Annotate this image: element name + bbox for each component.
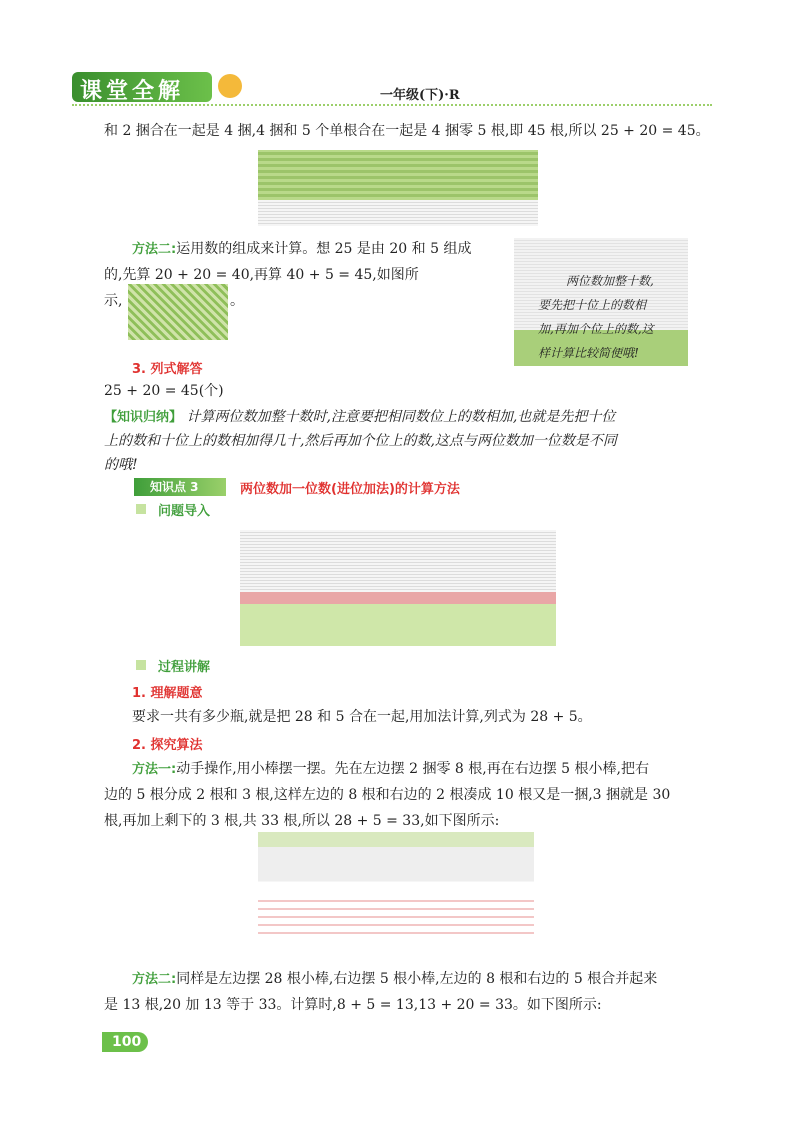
process-heading: 过程讲解 [158,660,211,675]
summary-text1: 计算两位数加整十数时,注意要把相同数位上的数相加,也就是先把十位 [186,409,616,425]
figure-bundles-1-bottom [258,200,538,226]
brand-title: 课堂全解 [80,79,185,104]
top-line: 和 2 捆合在一起是 4 捆,4 捆和 5 个单根合在一起是 4 捆零 5 根,即 45 根,所以 25 + 20 = 45。 [104,123,710,139]
s2-m1-line3: 根,再加上剩下的 3 根,共 33 根,所以 28 + 5 = 33,如下图所示: [104,813,500,829]
tip-line2: 要先把十位上的数相 [538,298,647,312]
step3-formula: 25 + 20 = 45(个) [104,383,224,399]
tip-line3: 加,再加个位上的数,这 [538,322,654,336]
method2-line2: 的,先算 20 + 20 = 40,再算 40 + 5 = 45,如图所 [104,267,419,283]
intro-marker [136,504,146,514]
grade-label: 一年级(下)·R [380,88,460,103]
method2-line1 [132,236,471,263]
s2-m2-label: 方法二: [132,972,177,987]
s2-heading: 2. 探究算法 [132,738,203,753]
s1-heading: 1. 理解题意 [132,686,203,701]
s2-m1-line2: 边的 5 根分成 2 根和 3 根,这样左边的 8 根和右边的 2 根凑成 10 根又是一捆,3 捆就是 30 [104,787,671,803]
summary-label: 【知识归纳】 [104,410,183,425]
s2-m1-line1 [132,756,649,783]
figure-bottles [240,530,556,592]
process-marker [136,660,146,670]
kp3-badge-text: 知识点 3 [150,480,199,494]
tip-line1: 两位数加整十数, [566,274,654,288]
intro-heading: 问题导入 [158,504,211,519]
s2-m1-text1: 动手操作,用小棒摆一摆。先在左边摆 2 捆零 8 根,再在右边摆 5 根小棒,把右 [176,761,649,777]
figure-bottles-base [240,604,556,646]
figure-composition [128,284,228,340]
header-rule [72,104,712,106]
summary-line3: 的哦! [104,457,138,473]
step3-heading: 3. 列式解答 [132,362,203,377]
method2-line3a: 示, [104,293,123,309]
page-number: 100 [112,1034,142,1050]
s2-m1-label: 方法一: [132,762,177,777]
kp3-title: 两位数加一位数(进位加法)的计算方法 [240,482,460,497]
method2-line3b: 。 [230,293,244,309]
method2-label: 方法二: [132,242,177,257]
s1-text: 要求一共有多少瓶,就是把 28 和 5 合在一起,用加法计算,列式为 28 + 5。 [132,709,592,725]
summary-line2: 上的数和十位上的数相加得几十,然后再加个位上的数,这点与两位数加一位数是不同 [104,433,617,449]
figure-bottles-shelf [240,592,556,604]
s2-m2-text1: 同样是左边摆 28 根小棒,右边摆 5 根小棒,左边的 8 根和右边的 5 根合并起来 [176,971,658,987]
header-brand [72,72,242,104]
summary-line1 [104,404,615,431]
s2-m2-line1 [132,966,657,993]
figure-bundles-1 [258,150,538,200]
figure-sticks-1-red [258,900,534,940]
bear-icon [218,74,242,98]
tip-line4: 样计算比较简便哦! [538,346,639,360]
s2-m2-line2: 是 13 根,20 加 13 等于 33。计算时,8 + 5 = 13,13 + 20 = 33。如下图所示: [104,997,602,1013]
method2-text1: 运用数的组成来计算。想 25 是由 20 和 5 组成 [176,241,472,257]
